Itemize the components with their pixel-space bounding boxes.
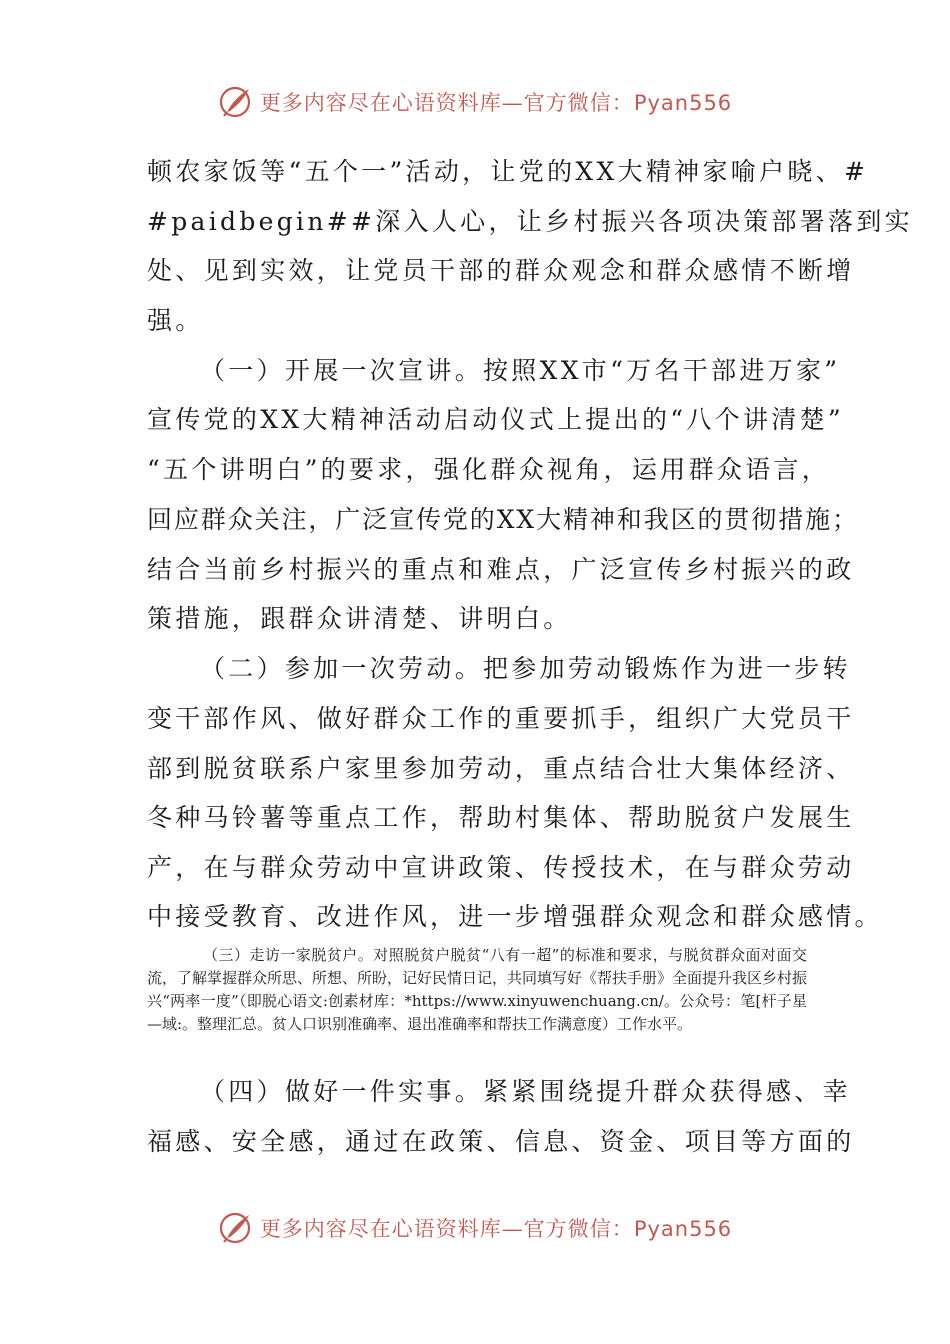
text-line: “五个讲明白”的要求，强化群众视角，运用群众语言， xyxy=(147,455,831,484)
text-line: 部到脱贫联系户家里参加劳动，重点结合壮大集体经济、 xyxy=(147,754,855,783)
text-line: 冬种马铃薯等重点工作，帮助村集体、帮助脱贫户发展生 xyxy=(147,803,855,832)
text-line: 策措施，跟群众讲清楚、讲明白。 xyxy=(147,604,572,633)
header-watermark-banner xyxy=(0,82,950,122)
quill-pen-circle-icon xyxy=(218,1210,254,1246)
text-line: 回应群众关注，广泛宣传党的XX大精神和我区的贯彻措施； xyxy=(147,505,859,534)
paragraph-heading-line: （二）参加一次劳动。把参加劳动锻炼作为进一步转 xyxy=(200,654,851,683)
text-line: 宣传党的XX大精神活动启动仪式上提出的“八个讲清楚” xyxy=(147,405,844,434)
footer-brand-text: 更多内容尽在心语资料库—官方微信：Pyan556 xyxy=(259,1217,733,1241)
text-line: 变干部作风、做好群众工作的重要抓手，组织广大党员干 xyxy=(147,704,855,733)
header-wechat-id: Pyan556 xyxy=(633,91,733,115)
quill-pen-circle-icon xyxy=(218,84,254,120)
footer-wechat-id: Pyan556 xyxy=(633,1217,733,1241)
text-line: #paidbegin##深入人心，让乡村振兴各项决策部署落到实 xyxy=(147,207,913,236)
footer-watermark-banner xyxy=(0,1208,950,1248)
text-line: 产，在与群众劳动中宣讲政策、传授技术，在与群众劳动 xyxy=(147,853,855,882)
text-line: 顿农家饭等“五个一”活动，让党的XX大精神家喻户晓、# xyxy=(147,157,869,186)
small-text-paragraph: （三）走访一家脱贫户。对照脱贫户脱贫“八有一超”的标准和要求，与脱贫群众面对面交流，了解掌握群众所思、所想、所盼，记好民情日记，共同填写好《帮扶手册》全面提升我区乡村振兴“两率一度”（即脱心语文:创素材库：*https://www.xinyuwenchuang.cn/。公众号：笔[杆子星—域:。整理汇总。贫人口识别准确率、退出准确率和帮扶工作满意度）工作水平。 xyxy=(147,946,808,1033)
header-brand-text: 更多内容尽在心语资料库—官方微信：Pyan556 xyxy=(259,91,733,115)
paragraph-heading-line: （一）开展一次宣讲。按照XX市“万名干部进万家” xyxy=(200,356,841,385)
text-line: 结合当前乡村振兴的重点和难点，广泛宣传乡村振兴的政 xyxy=(147,555,855,584)
text-line: 强。 xyxy=(147,306,204,335)
text-line: 福感、安全感，通过在政策、信息、资金、项目等方面的 xyxy=(147,1127,855,1156)
paragraph-heading-line: （四）做好一件实事。紧紧围绕提升群众获得感、幸 xyxy=(200,1077,851,1106)
text-line: 中接受教育、改进作风，进一步增强群众观念和群众感情。 xyxy=(147,902,883,931)
text-line: 处、见到实效，让党员干部的群众观念和群众感情不断增 xyxy=(147,256,855,285)
